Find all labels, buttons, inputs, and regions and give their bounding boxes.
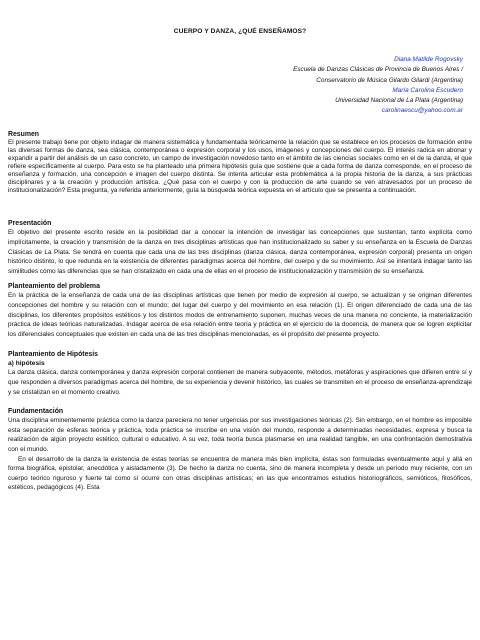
author-2-affiliation: Universidad Nacional de La Plata (Argentina) [335, 97, 463, 105]
presentacion-text: El objetivo del presente escrito reside en la posibilidad dar a conocer la intención de investigar las concepciones que sustentan, tanto explícita como implícitamente, la creación y transmisión de la danza en tres disciplinas artísticas que han institucionalizado su saber y su enseñanza en la Escuela de Danzas Clásicas de La Plata. Se tendrá en cuenta que cada una de las tres disciplinas (danza clásica, danza contemporánea, expresión corporal) presenta un origen histórico distinto, lo que redunda en la existencia de diferentes paradigmas acerca del hombre, del cuerpo y de su movimiento. Así se intentará indagar tanto las similitudes cómo las diferencias que se han cristalizado en cada una de ellas en el proceso de institucionalización y transmisión de su enseñanza. [8, 229, 472, 275]
page-title: CUERPO Y DANZA, ¿QUÉ ENSEÑAMOS? [173, 28, 307, 35]
section-presentacion [8, 219, 472, 276]
authors-block [8, 55, 463, 117]
section-fundamentacion [8, 407, 472, 493]
fundamentacion-text-1: Una disciplina eminentemente práctica como la danza pareciera no tener urgencias por sus investigaciones teóricas (2). Sin embargo, en el hombre es imposible esta separación de esferas teórica y práctica, toda práctica se inscribe en una visión del mundo, responde a determinadas necesidades, expresa y busca la realización de algún proyecto estético, cultural o educativo. A su vez, toda teoría busca plasmarse en una realidad tangible, en una confrontación demostrativa con el mundo. [8, 417, 472, 453]
hipotesis-text: La danza clásica, danza contemporánea y danza expresión corporal contienen de manera subyacente, métodos, metáforas y aspiraciones que difieren entre sí y que responden a diversos paradigmas acerca del hombre, de su experiencia y devenir histórico, las cuales se transmiten en el proceso de enseñanza-aprendizaje y se cristalizan en el momento creativo. [8, 369, 472, 396]
section-resumen [8, 130, 472, 196]
planteamiento-heading: Planteamiento del problema [8, 283, 100, 291]
author-2-email-link[interactable]: carolinaescu@yahoo.com.ar [381, 107, 463, 115]
section-hipotesis [8, 350, 472, 397]
author-2-name[interactable]: María Carolina Escudero [392, 86, 463, 94]
planteamiento-text: En la práctica de la enseñanza de cada una de las disciplinas artísticas que tienen por medio de expresión al cuerpo, se actualizan y se originan diferentes concepciones del hombre y su relación con el mundo; del lugar del cuerpo y del movimiento en esa relación (1). El origen diferenciado de cada una de las disciplinas, los diferentes propósitos estéticos y los distintos modos de entrenamiento suponen, muchas veces de una manera no conciente, la materialización práctica de ideas teóricas naturalizadas. Indagar acerca de esa relación entre teoría y práctica en el ejercicio de la docencia, de manera que se logren explicitar los diferenciales conceptuales que existen en cada una de las tres disciplinas mencionadas, es el propósito del presente proyecto. [8, 292, 472, 338]
fundamentacion-text-2: En el desarrollo de la danza la existencia de estas teorías se encuentra de manera más bien implícita, éstas son formuladas eventualmente aquí y allá en forma biográfica, epistolar, anecdótica y aisladamente (3). De hecho la danza no cuenta, sino de manera incompleta y desde un período muy reciente, con un cuerpo teórico riguroso y fuerte tal como sí ocurre con otras disciplinas artísticas; en las que encontramos estudios historiográficos, semióticos, filosóficos, estéticos, pedagógicos (4). Esta [8, 455, 472, 492]
hipotesis-heading: Planteamiento de Hipótesis [8, 351, 98, 359]
author-1-affiliation-2: Conservatorio de Música Gilardo Gilardi (Argentina) [316, 76, 463, 84]
hipotesis-subheading: a) hipótesis [8, 360, 45, 368]
section-planteamiento [8, 282, 472, 339]
presentacion-heading: Presentación [8, 220, 52, 228]
resumen-text: El presente trabajo tiene por objeto indagar de manera sistemática y fundamentada teóricamente la relación que se establece en los procesos de formación entre las diversas formas de danza, sea clásica, contemporánea o expresión corporal y los usos, imágenes y concepciones del cuerpo. El interés radica en abonar y expandir a partir del análisis de un caso concreto, un campo de investigación novedoso tanto en el ámbito de las ciencias sociales como en el de la danza, el que refiere específicamente al cuerpo. Para esto se ha planteado una primera hipótesis guía que sostiene que a cada forma de danza corresponde, en el proceso de enseñanza y formación, una concepción e imagen del cuerpo distinta. Se intenta articular esta problemática a la propia historia de la danza, a sus prácticas disciplinares y a la creación y producción artística. ¿Qué pasa con el cuerpo y con la producción de arte cuando se ven atravesados por un proceso de institucionalización? Esta pregunta, ya referida anteriormente, guía la búsqueda teórica expuesta en el artículo que se presenta a continuación. [8, 138, 472, 195]
fundamentacion-heading: Fundamentación [8, 408, 64, 416]
author-1-name[interactable]: Diana Matilde Rogovsky [394, 56, 463, 63]
author-1-affiliation-1: Escuela de Danzas Clásicas de Provincia de Buenos Aires / [293, 66, 463, 74]
resumen-heading: Resumen [8, 130, 40, 138]
